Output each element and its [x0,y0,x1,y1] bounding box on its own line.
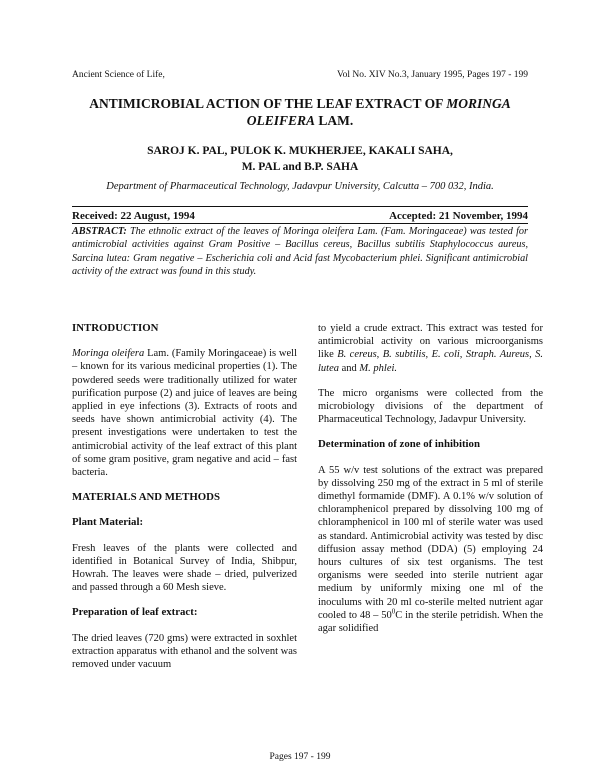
plant-material-heading: Plant Material: [72,516,144,529]
running-head [72,70,528,80]
issue-info: Vol No. XIV No.3, January 1995, Pages 197 - 199 [337,70,528,80]
species-list: B. cereus, B. subtilis, E. coli, Straph. Aureus, S. lutea [318,349,544,374]
introduction-heading: INTRODUCTION [72,322,159,334]
author-line-1: SAROJ K. PAL, PULOK K. MUKHERJEE, KAKALI SAHA, [147,145,453,157]
intro-species: Moringa oleifera [72,348,145,360]
dates-rule [72,223,528,224]
plant-material-paragraph: Fresh leaves of the plants were collected and identified in Botanical Survey of India, Shibpur, Howrah. The leaves were shade – dried, pulverized and passed through a 60 Mesh sieve. [72,542,297,594]
abstract-label: ABSTRACT: [72,226,127,237]
species-phlei: M. phlei. [359,362,398,374]
preparation-heading: Preparation of leaf extract: [72,606,198,619]
zone-text-a: A 55 w/v test solutions of the extract was prepared by dissolving 250 mg of the extract in 5 ml of sterile dimethyl formamide (DMF). A 0.1% w/v solution of chloramphenicol prepared by dissolving 100 mg of chloramphenicol in 100 ml of sterile water was used as standard. Antimicrobial activity was tested by disc diffusion assay method (DDA) (5) employing 24 hours cultures of six test organisms. The test organisms were seeded into sterile nutrient agar medium by uniformly mixing one ml of the inoculums with 20 ml co-sterile melted nutrient agar cooled to 48 – 50 [318,464,543,621]
title-end: LAM. [315,113,354,128]
zone-paragraph [318,464,543,636]
continuation-text: to yield a crude extract. This extract was tested for antimicrobial activity on various microorganisms like [318,323,543,361]
journal-name: Ancient Science of Life, [72,70,165,80]
abstract-text: The ethnolic extract of the leaves of Moringa oleifera Lam. (Fam. Moringaceae) was tested for antimicrobial activities against Gram Positive – Bacillus cereus, Bacillus subtilis Staphylococcus aureus, Sarcina lutea: Gram negative – Escherichia coli and Acid fast Mycobacterium phlei. Significant antimicrobial activity of the extract was found in this study. [72,226,528,278]
methods-heading: MATERIALS AND METHODS [72,491,220,504]
received-date: Received: 22 August, 1994 [72,210,195,222]
zone-text-b: C in the sterile petridish. When the agar solidified [318,609,543,635]
left-column [72,322,297,683]
preparation-paragraph: The dried leaves (720 gms) were extracted in soxhlet extraction apparatus with ethanol and the solvent was removed under vacuum [72,632,297,671]
introduction-paragraph [72,347,297,479]
author-list [72,143,528,175]
abstract [72,225,528,279]
intro-text: Lam. (Family Moringaceae) is well – known for its various medicinal properties (1). The powdered seeds were traditionally utilized for water purification purpose (2) and juice of leaves are being applied in eye infections (3). Extracts of roots and seeds have shown antimicrobial activity (4). The present investigations were undertaken to test the antimicrobial activity of the leaf extract of this plant of some gram positive, gram negative and acid – fast bacteria. [72,348,297,479]
title-text: ANTIMICROBIAL ACTION OF THE LEAF EXTRACT OF [89,96,447,111]
author-line-2: M. PAL and B.P. SAHA [241,161,359,173]
degree-superscript: 0 [391,607,396,616]
continuation-and: and [339,362,360,374]
affiliation: Department of Pharmaceutical Technology, Jadavpur University, Calcutta – 700 032, India. [106,181,494,192]
accepted-date: Accepted: 21 November, 1994 [389,210,528,222]
page-footer: Pages 197 - 199 [269,752,331,762]
top-rule [72,206,528,207]
microorganism-paragraph: The micro organisms were collected from the microbiology divisions of the department of Pharmaceutical Technology, Jadavpur University. [318,387,543,426]
dates-row [72,210,528,222]
right-column [318,322,543,647]
paper-title [72,95,528,129]
title-species: MORINGA OLEIFERA [246,96,511,128]
continuation-paragraph [318,322,543,375]
zone-heading: Determination of zone of inhibition [318,438,480,451]
